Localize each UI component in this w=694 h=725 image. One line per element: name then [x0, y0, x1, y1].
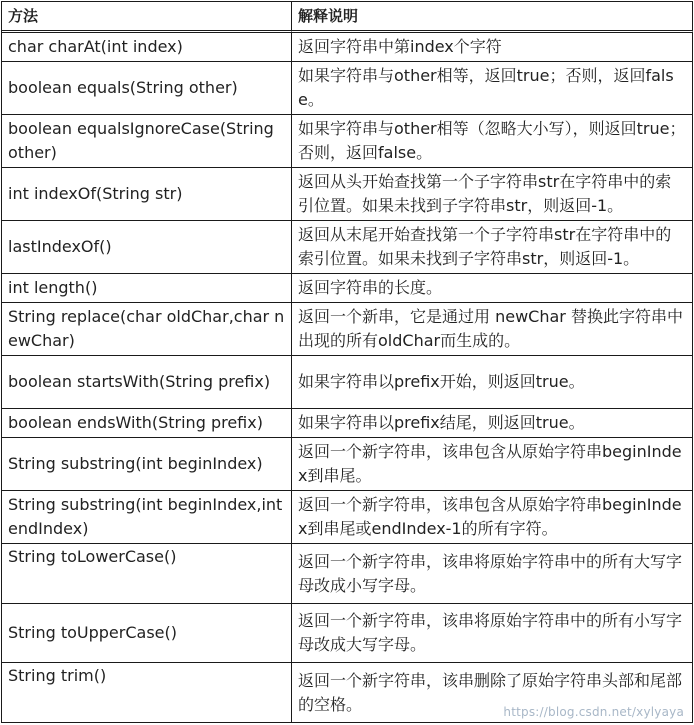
description-cell: 返回一个新字符串，该串将原始字符串中的所有小写字母改成大写字母。 [292, 604, 693, 663]
description-cell: 返回字符串的长度。 [292, 274, 693, 303]
watermark-text: https://blog.csdn.net/xylyaya [503, 705, 684, 719]
table-row [2, 356, 693, 409]
method-cell: boolean endsWith(String prefix) [2, 409, 292, 438]
description-cell: 返回一个新字符串，该串删除了原始字符串头部和尾部的空格。 [292, 663, 693, 723]
method-cell: String toLowerCase() [2, 544, 292, 604]
table-row [2, 274, 693, 303]
method-cell: lastIndexOf() [2, 221, 292, 274]
table-row [2, 62, 693, 115]
method-cell: boolean startsWith(String prefix) [2, 356, 292, 409]
description-cell: 返回从末尾开始查找第一个子字符串str在字符串中的索引位置。如果未找到子字符串str，则返回-1。 [292, 221, 693, 274]
method-cell: int indexOf(String str) [2, 168, 292, 221]
description-cell: 如果字符串与other相等（忽略大小写），则返回true；否则，返回false。 [292, 115, 693, 168]
method-cell: String trim() [2, 663, 292, 723]
description-cell: 返回字符串中第index个字符 [292, 33, 693, 62]
table-row [2, 168, 693, 221]
table-row [2, 491, 693, 544]
table-row [2, 221, 693, 274]
table-row [2, 33, 693, 62]
description-cell: 返回一个新字符串，该串包含从原始字符串beginIndex到串尾。 [292, 438, 693, 491]
description-cell: 返回一个新字符串，该串将原始字符串中的所有大写字母改成小写字母。 [292, 544, 693, 604]
method-cell: String replace(char oldChar,char newChar) [2, 303, 292, 356]
method-cell: boolean equalsIgnoreCase(String other) [2, 115, 292, 168]
method-cell: boolean equals(String other) [2, 62, 292, 115]
table-row [2, 544, 693, 604]
description-cell: 返回一个新串，它是通过用 newChar 替换此字符串中出现的所有oldChar而生成的。 [292, 303, 693, 356]
method-cell: String substring(int beginIndex,int endIndex) [2, 491, 292, 544]
table-row [2, 115, 693, 168]
method-cell: char charAt(int index) [2, 33, 292, 62]
table-header-row [2, 2, 693, 33]
description-cell: 如果字符串与other相等，返回true；否则，返回false。 [292, 62, 693, 115]
method-cell: String substring(int beginIndex) [2, 438, 292, 491]
header-description: 解释说明 [292, 2, 693, 33]
table-row [2, 409, 693, 438]
description-cell: 如果字符串以prefix开始，则返回true。 [292, 356, 693, 409]
method-cell: String toUpperCase() [2, 604, 292, 663]
string-methods-table [1, 1, 693, 723]
description-cell: 如果字符串以prefix结尾，则返回true。 [292, 409, 693, 438]
table-row [2, 303, 693, 356]
description-cell: 返回一个新字符串，该串包含从原始字符串beginIndex到串尾或endIndex-1的所有字符。 [292, 491, 693, 544]
header-method: 方法 [2, 2, 292, 33]
table-row [2, 438, 693, 491]
method-cell: int length() [2, 274, 292, 303]
table-row [2, 604, 693, 663]
description-cell: 返回从头开始查找第一个子字符串str在字符串中的索引位置。如果未找到子字符串str，则返回-1。 [292, 168, 693, 221]
